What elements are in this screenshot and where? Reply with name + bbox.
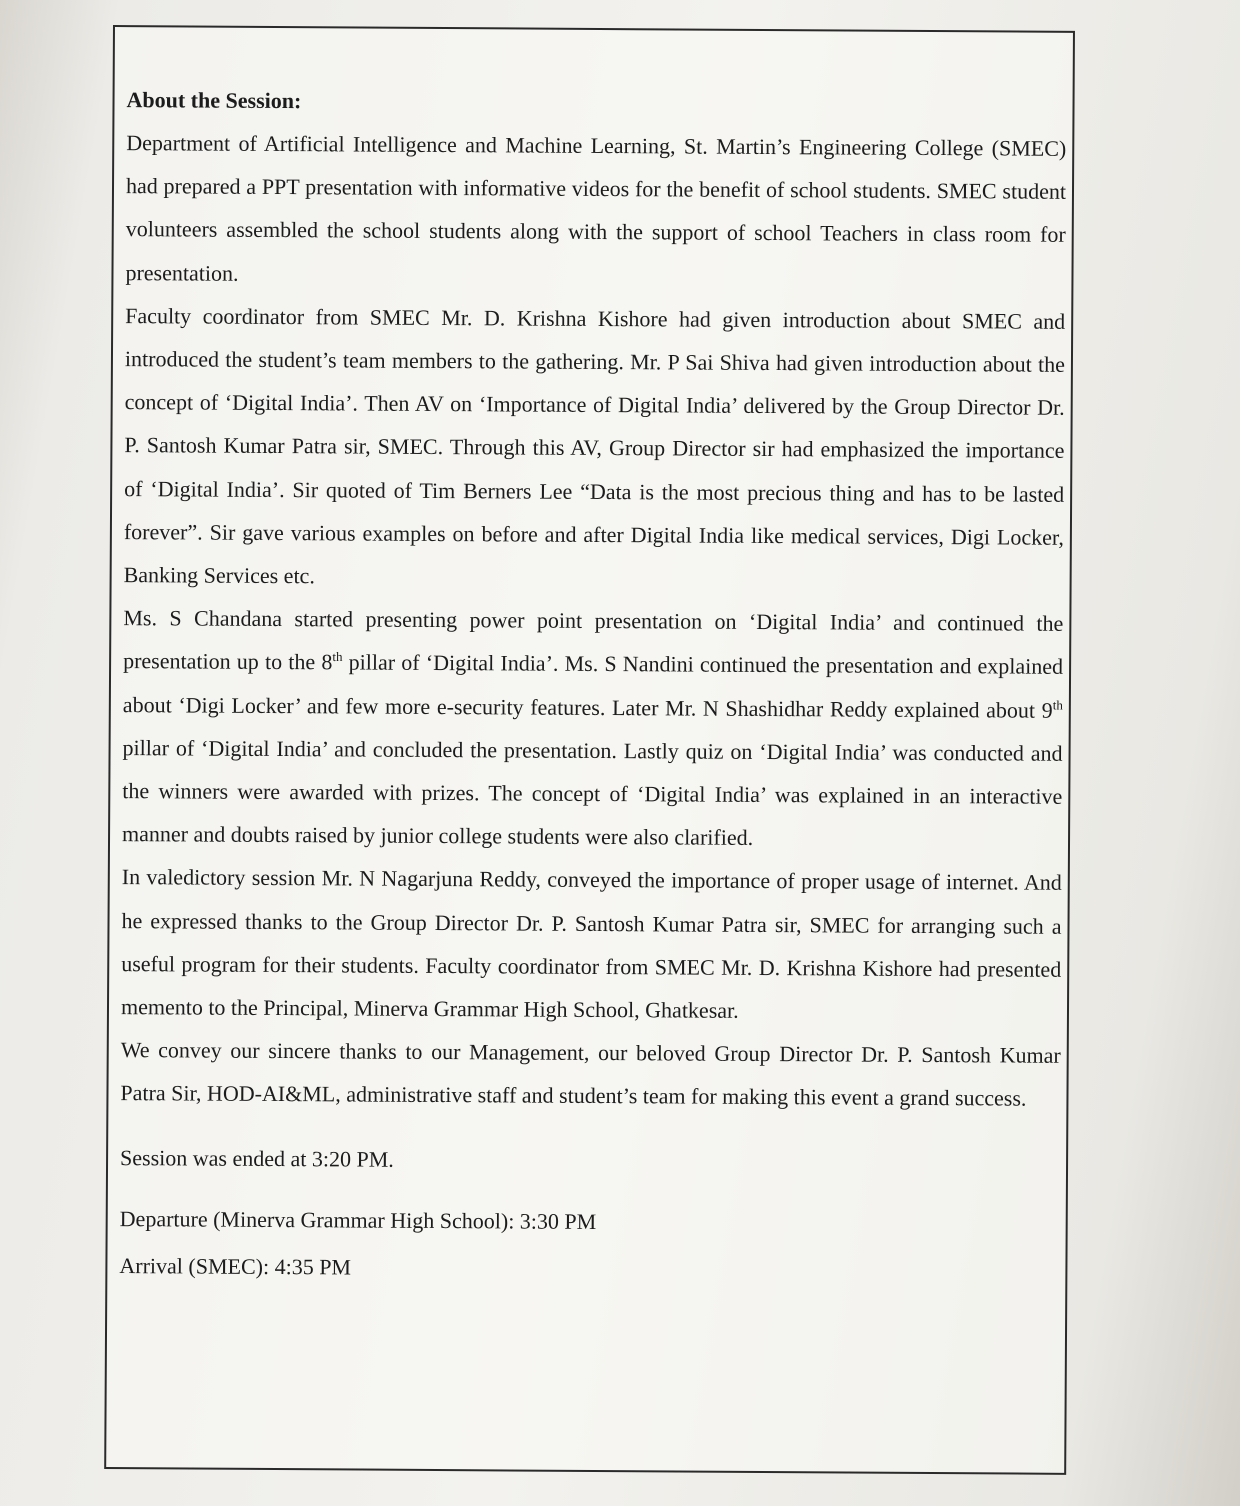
section-heading: About the Session:: [126, 87, 302, 114]
superscript-th: th: [332, 649, 343, 665]
paragraph-presentation-text-1: Ms. S Chandana started presenting power point presentation on ‘Digital India’ and continued the presentation up to the 8: [123, 605, 1064, 675]
session-end-time: Session was ended at 3:20 PM.: [120, 1144, 394, 1172]
superscript-th: th: [1052, 697, 1063, 713]
paragraph-thanks: We convey our sincere thanks to our Management, our beloved Group Director Dr. P. Santosh Kumar Patra Sir, HOD-AI&ML, administrative staff and student’s team for making this event a grand success.: [120, 1037, 1061, 1112]
departure-time: Departure (Minerva Grammar High School): 3:30 PM: [119, 1205, 597, 1234]
paragraph-presentation-text-3: pillar of ‘Digital India’ and concluded the presentation. Lastly quiz on ‘Digital India’ was conducted and the winners were awarded with prizes. The concept of ‘Digital India’ was explained in an interactive manner and doubts raised by junior college students were also clarified.: [121, 734, 1063, 851]
paragraph-presentation: [122, 596, 1064, 861]
document-frame: [104, 25, 1075, 1475]
arrival-time: Arrival (SMEC): 4:35 PM: [119, 1252, 352, 1280]
paragraph-presentation-text-2: pillar of ‘Digital India’. Ms. S Nandini continued the presentation and explained about ‘Digi Locker’ and few more e-security features. Later Mr. N Shashidhar Reddy explained about 9: [122, 649, 1064, 723]
paragraph-introduction-av: Faculty coordinator from SMEC Mr. D. Krishna Kishore had given introduction about SMEC and introduced the student’s team members to the gathering. Mr. P Sai Shiva had given introduction about the concept of ‘Digital India’. Then AV on ‘Importance of Digital India’ delivered by the Group Director Dr. P. Santosh Kumar Patra sir, SMEC. Through this AV, Group Director sir had emphasized the importance of ‘Digital India’. Sir quoted of Tim Berners Lee “Data is the most precious thing and has to be lasted forever”. Sir gave various examples on before and after Digital India like medical services, Digi Locker, Banking Services etc.: [123, 302, 1066, 589]
paragraph-valedictory: In valedictory session Mr. N Nagarjuna Reddy, conveyed the importance of proper usage of internet. And he expressed thanks to the Group Director Dr. P. Santosh Kumar Patra sir, SMEC for arranging such a useful program for their students. Faculty coordinator from SMEC Mr. D. Krishna Kishore had presented memento to the Principal, Minerva Grammar High School, Ghatkesar.: [120, 864, 1062, 1023]
document-body: [119, 85, 1066, 1286]
paragraph-intro: Department of Artificial Intelligence and Machine Learning, St. Martin’s Engineering College (SMEC) had prepared a PPT presentation with informative videos for the benefit of school students. SMEC student volunteers assembled the school students along with the support of school Teachers in class room for presentation.: [125, 130, 1067, 286]
